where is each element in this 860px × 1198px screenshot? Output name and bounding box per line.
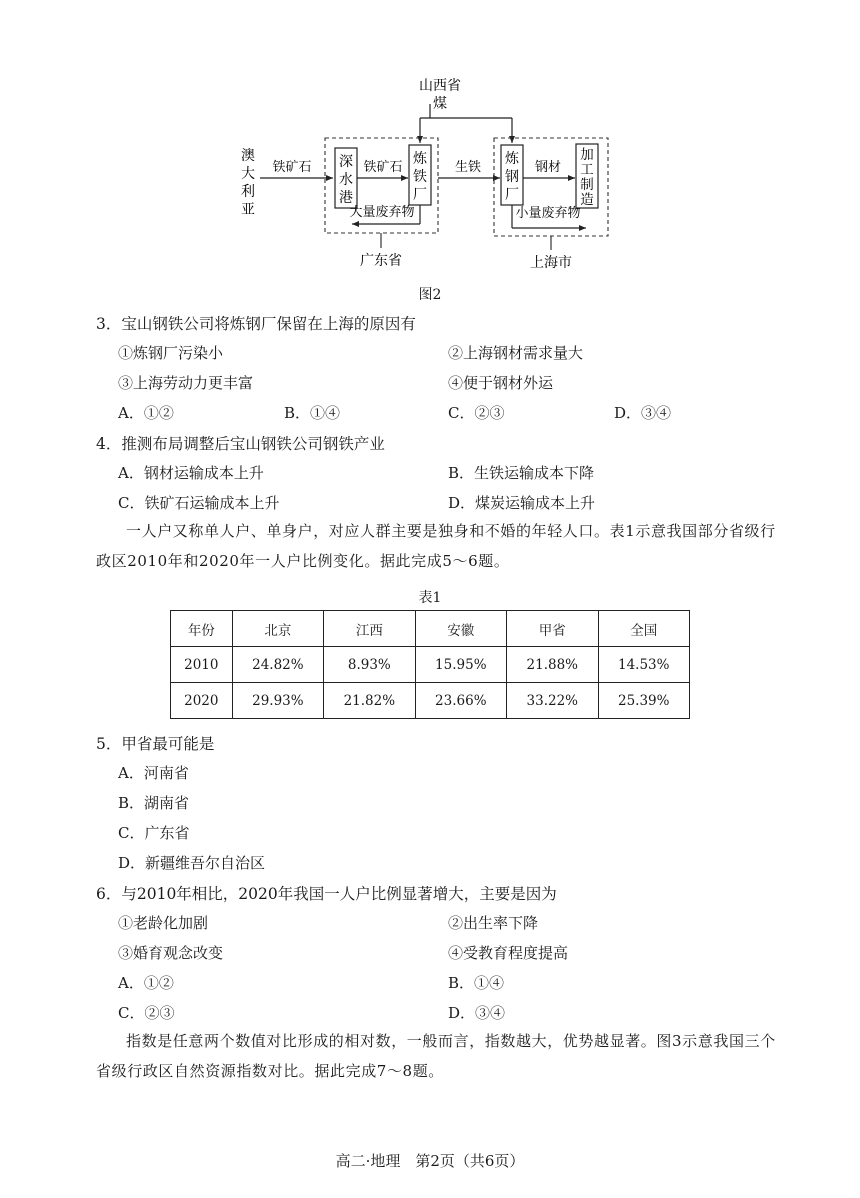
table-row [171,683,690,719]
svg-text:炼: 炼 [413,151,427,167]
svg-text:利: 利 [241,184,255,200]
steel-plant-label [505,151,520,203]
figure-2-diagram [230,68,630,278]
question-3-stem: 3．宝山钢铁公司将炼钢厂保留在上海的原因有 [96,315,416,333]
table-header-cell: 甲省 [507,611,598,647]
table-row [171,647,690,683]
iron-plant-label [413,151,428,203]
question-4-option-c: C．铁矿石运输成本上升 [118,494,280,512]
question-6-stem: 6．与2010年相比，2020年我国一人户比例显著增大，主要是因为 [96,885,557,903]
table-header-row [171,611,690,647]
question-3-option-c: C．②③ [448,404,505,422]
intro-paragraph-7-8: 指数是任意两个数值对比形成的相对数，一般而言，指数越大，优势越显著。图3示意我国三个省级行政区自然资源指数对比。据此完成7～8题。 [96,1032,776,1080]
question-5-option-a: A．河南省 [118,764,189,782]
svg-text:工: 工 [580,162,594,178]
question-6-option-a: A．①② [118,974,174,992]
svg-text:大: 大 [241,166,255,182]
label-iron-ore-1: 铁矿石 [272,160,312,175]
svg-text:钢: 钢 [505,169,519,185]
label-waste-large: 大量废弃物 [349,205,415,220]
table-cell: 24.82% [232,647,323,683]
svg-text:亚: 亚 [241,202,255,218]
svg-text:水: 水 [339,172,353,188]
question-3-statement-3: ③上海劳动力更丰富 [118,374,254,392]
question-5-option-b: B．湖南省 [118,794,190,812]
intro-paragraph-5-6: 一人户又称单人户、单身户，对应人群主要是独身和不婚的年轻人口。表1示意我国部分省级行政区2010年和2020年一人户比例变化。据此完成5～6题。 [96,522,776,570]
table-1-caption: 表1 [418,590,442,606]
svg-text:厂: 厂 [413,187,427,203]
svg-text:厂: 厂 [505,187,519,203]
table-cell: 14.53% [598,647,690,683]
svg-text:铁: 铁 [413,169,427,185]
label-waste-small: 小量废弃物 [515,206,581,221]
question-3-statement-2: ②上海钢材需求量大 [448,344,584,362]
question-3-statement-1: ①炼钢厂污染小 [118,344,224,362]
table-cell: 29.93% [232,683,323,719]
question-6-option-d: D．③④ [448,1004,506,1022]
question-3-option-b: B．①④ [284,404,341,422]
question-5-stem: 5．甲省最可能是 [96,735,215,753]
question-4-option-b: B．生铁运输成本下降 [448,464,595,482]
svg-text:造: 造 [580,192,594,208]
table-cell: 23.66% [415,683,506,719]
table-cell: 15.95% [415,647,506,683]
question-6-option-b: B．①④ [448,974,505,992]
label-guangdong: 广东省 [360,253,402,269]
question-5-option-d: D．新疆维吾尔自治区 [118,854,266,872]
table-header-cell: 安徽 [415,611,506,647]
question-6-statement-3: ③婚育观念改变 [118,944,224,962]
svg-text:深: 深 [339,154,353,170]
svg-text:港: 港 [339,190,353,206]
table-cell: 33.22% [507,683,598,719]
label-coal: 煤 [433,96,447,112]
question-6-statement-4: ④受教育程度提高 [448,944,569,962]
label-shanghai: 上海市 [530,255,572,271]
question-4-option-d: D．煤炭运输成本上升 [448,494,596,512]
question-3-option-a: A．①② [118,404,174,422]
figure-2-caption: 图2 [418,287,442,303]
label-shanxi: 山西省 [419,78,461,94]
svg-text:加: 加 [580,147,594,163]
table-cell: 21.88% [507,647,598,683]
question-5-option-c: C．广东省 [118,824,190,842]
question-4-option-a: A．钢材运输成本上升 [118,464,264,482]
label-iron-ore-2: 铁矿石 [363,160,403,175]
table-header-cell: 北京 [232,611,323,647]
table-cell: 2020 [171,683,233,719]
label-pig-iron: 生铁 [454,160,482,175]
table-cell: 2010 [171,647,233,683]
table-1 [170,610,690,719]
table-header-cell: 年份 [171,611,233,647]
svg-text:制: 制 [580,177,594,193]
table-header-cell: 江西 [324,611,415,647]
page-footer: 高二·地理 第2页（共6页） [335,1152,525,1170]
question-6-statement-2: ②出生率下降 [448,914,539,932]
table-cell: 25.39% [598,683,690,719]
table-header-cell: 全国 [598,611,690,647]
question-6-option-c: C．②③ [118,1004,175,1022]
svg-text:炼: 炼 [505,151,519,167]
question-3-statement-4: ④便于钢材外运 [448,374,554,392]
table-cell: 21.82% [324,683,415,719]
label-australia [241,148,255,218]
question-4-stem: 4．推测布局调整后宝山钢铁公司钢铁产业 [96,435,385,453]
processing-label [580,147,594,208]
table-cell: 8.93% [324,647,415,683]
deep-water-port-label [339,154,353,206]
question-3-option-d: D．③④ [614,404,672,422]
label-steel: 钢材 [534,160,562,175]
svg-text:澳: 澳 [241,148,255,164]
question-6-statement-1: ①老龄化加剧 [118,914,209,932]
